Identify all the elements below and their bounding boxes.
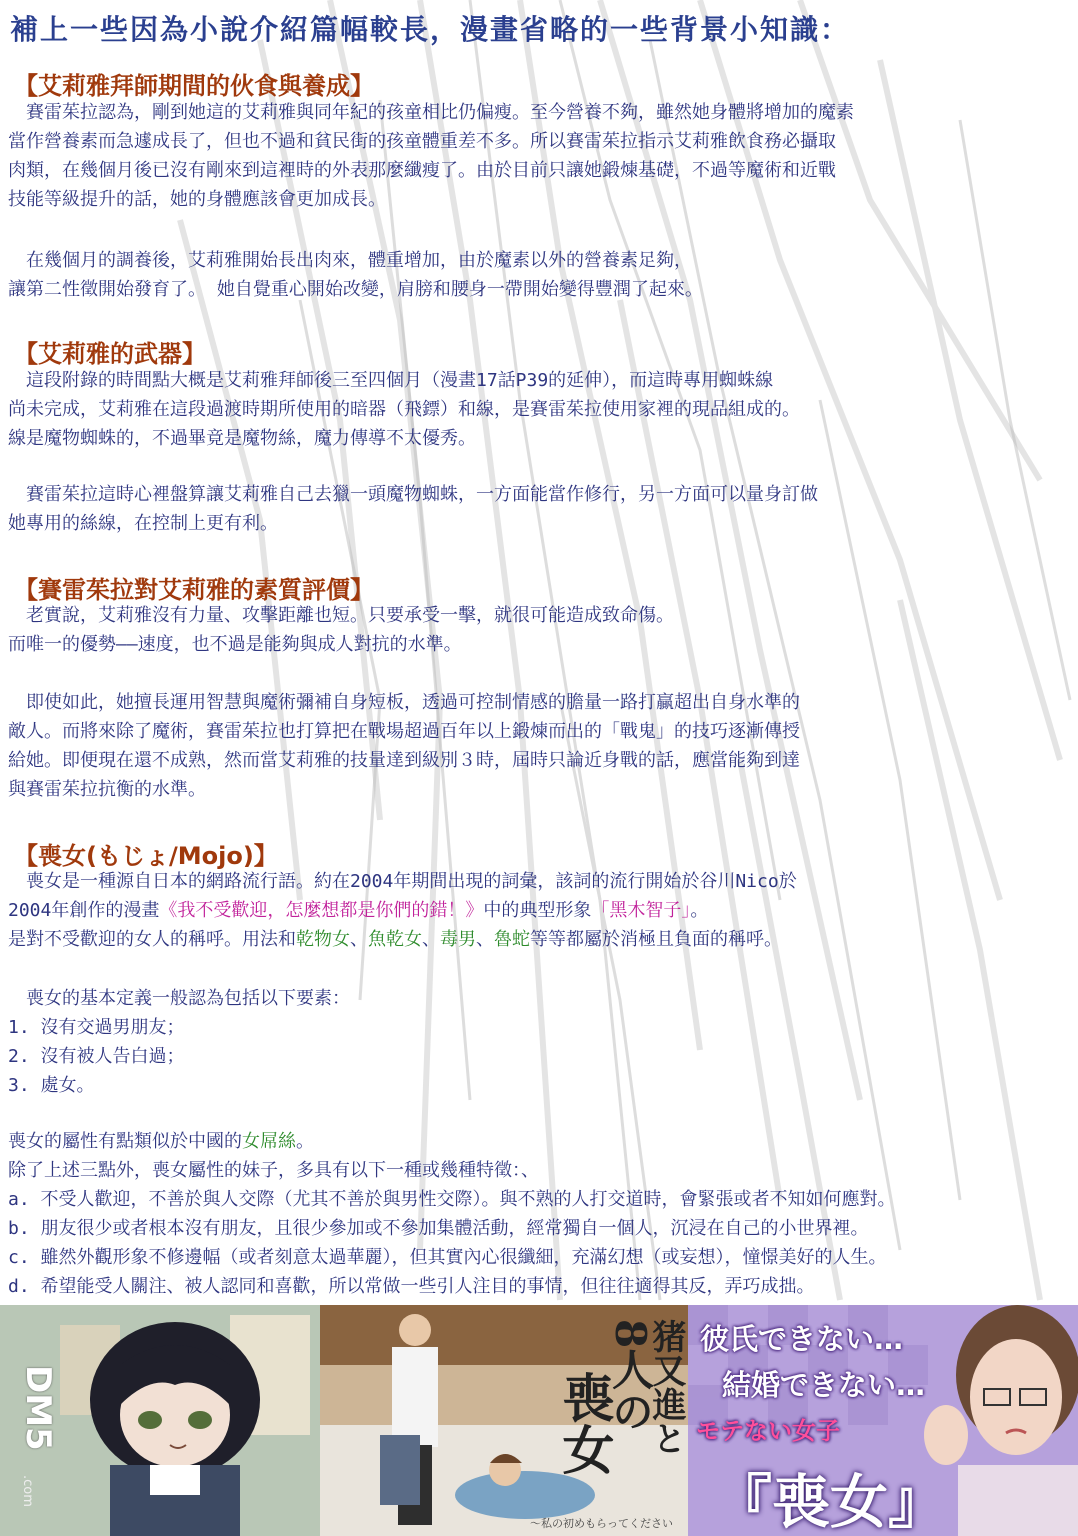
banner-line-1: 彼氏できない… — [700, 1322, 904, 1356]
mojo-sep-2: 、 — [422, 929, 440, 950]
banner-mojo-title: 『喪女』 — [714, 1468, 947, 1536]
drama-poster-panel — [320, 1305, 688, 1536]
illustration-strip — [0, 1305, 1078, 1536]
mojo-text-c: 。 是對不受歡迎的女人的稱呼。用法和 — [8, 900, 709, 950]
term-lu-she: 魯蛇 — [494, 929, 530, 950]
term-yugan-nu: 魚乾女 — [368, 929, 422, 950]
character-name: 「黑木智子」 — [591, 900, 691, 921]
mojo-text-d: 等等都屬於消極且負面的稱呼。 — [530, 929, 782, 950]
mojo-sep-3: 、 — [476, 929, 494, 950]
mojo-banner-panel — [688, 1305, 1078, 1536]
mojo-text-b: 中的典型形象 — [483, 900, 592, 921]
paragraph-weapons-1: 這段附錄的時間點大概是艾莉雅拜師後三至四個月（漫畫17話P39的延伸），而這時專用蜘蛛線 尚未完成，艾莉雅在這段過渡時期所使用的暗器（飛鏢）和線，是賽雷茱拉使用家裡的現品組成的。 線是魔物蜘蛛的，不過畢竟是魔物絲，魔力傳導不太優秀。 — [8, 370, 800, 449]
section-heading-weapons: 【艾莉雅的武器】 — [14, 340, 206, 368]
drama-title-col3: 喪女 — [553, 1371, 614, 1475]
drama-subtitle: ～私の初めもらってください — [530, 1517, 673, 1530]
paragraph-mojo-1 — [8, 867, 797, 954]
paragraph-evaluation-1: 老實說，艾莉雅沒有力量、攻擊距離也短。只要承受一擊，就很可能造成致命傷。 而唯一的優勢——速度，也不過是能夠與成人對抗的水準。 — [8, 605, 674, 655]
site-watermark: DM5 — [18, 1365, 58, 1451]
mojo-text-a: 喪女是一種源自日本的網路流行語。約在2004年期間出現的詞彙，該詞的流行開始於谷川Nico於 2004年創作的漫畫 — [8, 871, 797, 921]
mojo-sep-1: 、 — [350, 929, 368, 950]
drama-title-col1: 猪又進と — [646, 1319, 686, 1455]
section-heading-mojo: 【喪女(もじょ/Mojo)】 — [14, 842, 278, 870]
page-title: 補上一些因為小說介紹篇幅較長，漫畫省略的一些背景小知識： — [10, 13, 851, 46]
site-watermark-domain: .com — [20, 1475, 35, 1507]
manga-title-link: 《我不受歡迎，怎麼想都是你們的錯！》 — [159, 900, 484, 921]
term-nu-diaosi: 女屌絲 — [242, 1131, 296, 1152]
section-heading-diet: 【艾莉雅拜師期間的伙食與養成】 — [14, 72, 374, 100]
banner-line-3: モテない女子 — [696, 1417, 840, 1445]
paragraph-mojo-traits — [8, 1127, 896, 1301]
mojo-traits-a: 喪女的屬性有點類似於中國的 — [8, 1131, 242, 1152]
mojo-traits-b: 。 除了上述三點外，喪女屬性的妹子，多具有以下一種或幾種特徵：、 a. 不受人歡迎，不善於與人交際（尤其不善於與男性交際）。與不熟的人打交道時，會緊張或者不知如何應對。 b. 朋友很少或者根本沒有朋友，且很少參加或不參加集體活動，經常獨自一個人，沉浸在自己的小世界裡。 c. 雖然外觀形象不修邊幅（或者刻意太過華麗），但其實內心很纖細，充滿幻想（或妄想），憧憬美好的人生。 d. 希望能受人關注、被人認同和喜歡，所以常做一些引人注目的事情，但往往適得其反，弄巧成拙。 — [8, 1131, 896, 1297]
anime-screenshot-panel — [0, 1305, 320, 1536]
paragraph-evaluation-2: 即使如此，她擅長運用智慧與魔術彌補自身短板，透過可控制情感的膽量一路打贏超出自身水準的 敵人。而將來除了魔術，賽雷茱拉也打算把在戰場超過百年以上鍛煉而出的「戰鬼」的技巧逐漸傳授 給她。即便現在還不成熟，然而當艾莉雅的技量達到級別３時，屆時只論近身戰的話，應當能夠到達 與賽雷茱拉抗衡的水準。 — [8, 692, 800, 800]
section-heading-evaluation: 【賽雷茱拉對艾莉雅的素質評價】 — [14, 576, 374, 604]
paragraph-diet-2: 在幾個月的調養後，艾莉雅開始長出肉來，體重增加，由於魔素以外的營養素足夠， 讓第二性徵開始發育了。 她自覺重心開始改變，肩膀和腰身一帶開始變得豐潤了起來。 — [8, 250, 703, 300]
paragraph-weapons-2: 賽雷茱拉這時心裡盤算讓艾莉雅自己去獵一頭魔物蜘蛛，一方面能當作修行，另一方面可以量身訂做 她專用的絲線，在控制上更有利。 — [8, 484, 818, 534]
term-kanbutsu-onna: 乾物女 — [296, 929, 350, 950]
paragraph-diet-1: 賽雷茱拉認為，剛到她這的艾莉雅與同年紀的孩童相比仍偏瘦。至今營養不夠，雖然她身體將增加的魔素 當作營養素而急遽成長了，但也不過和貧民街的孩童體重差不多。所以賽雷茱拉指示艾莉雅飲食務必攝取 肉類，在幾個月後已沒有剛來到這裡時的外表那麼纖瘦了。由於目前只讓她鍛煉基礎，不過等魔術和近戰 技能等級提升的話，她的身體應該會更加成長。 — [8, 102, 854, 210]
term-doku-otoko: 毒男 — [440, 929, 476, 950]
paragraph-mojo-definition: 喪女的基本定義一般認為包括以下要素： 1. 沒有交過男朋友； 2. 沒有被人告白過； 3. 處女。 — [8, 988, 350, 1096]
drama-title-col2: 8人の — [606, 1319, 655, 1433]
banner-line-2: 結婚できない… — [722, 1368, 926, 1402]
